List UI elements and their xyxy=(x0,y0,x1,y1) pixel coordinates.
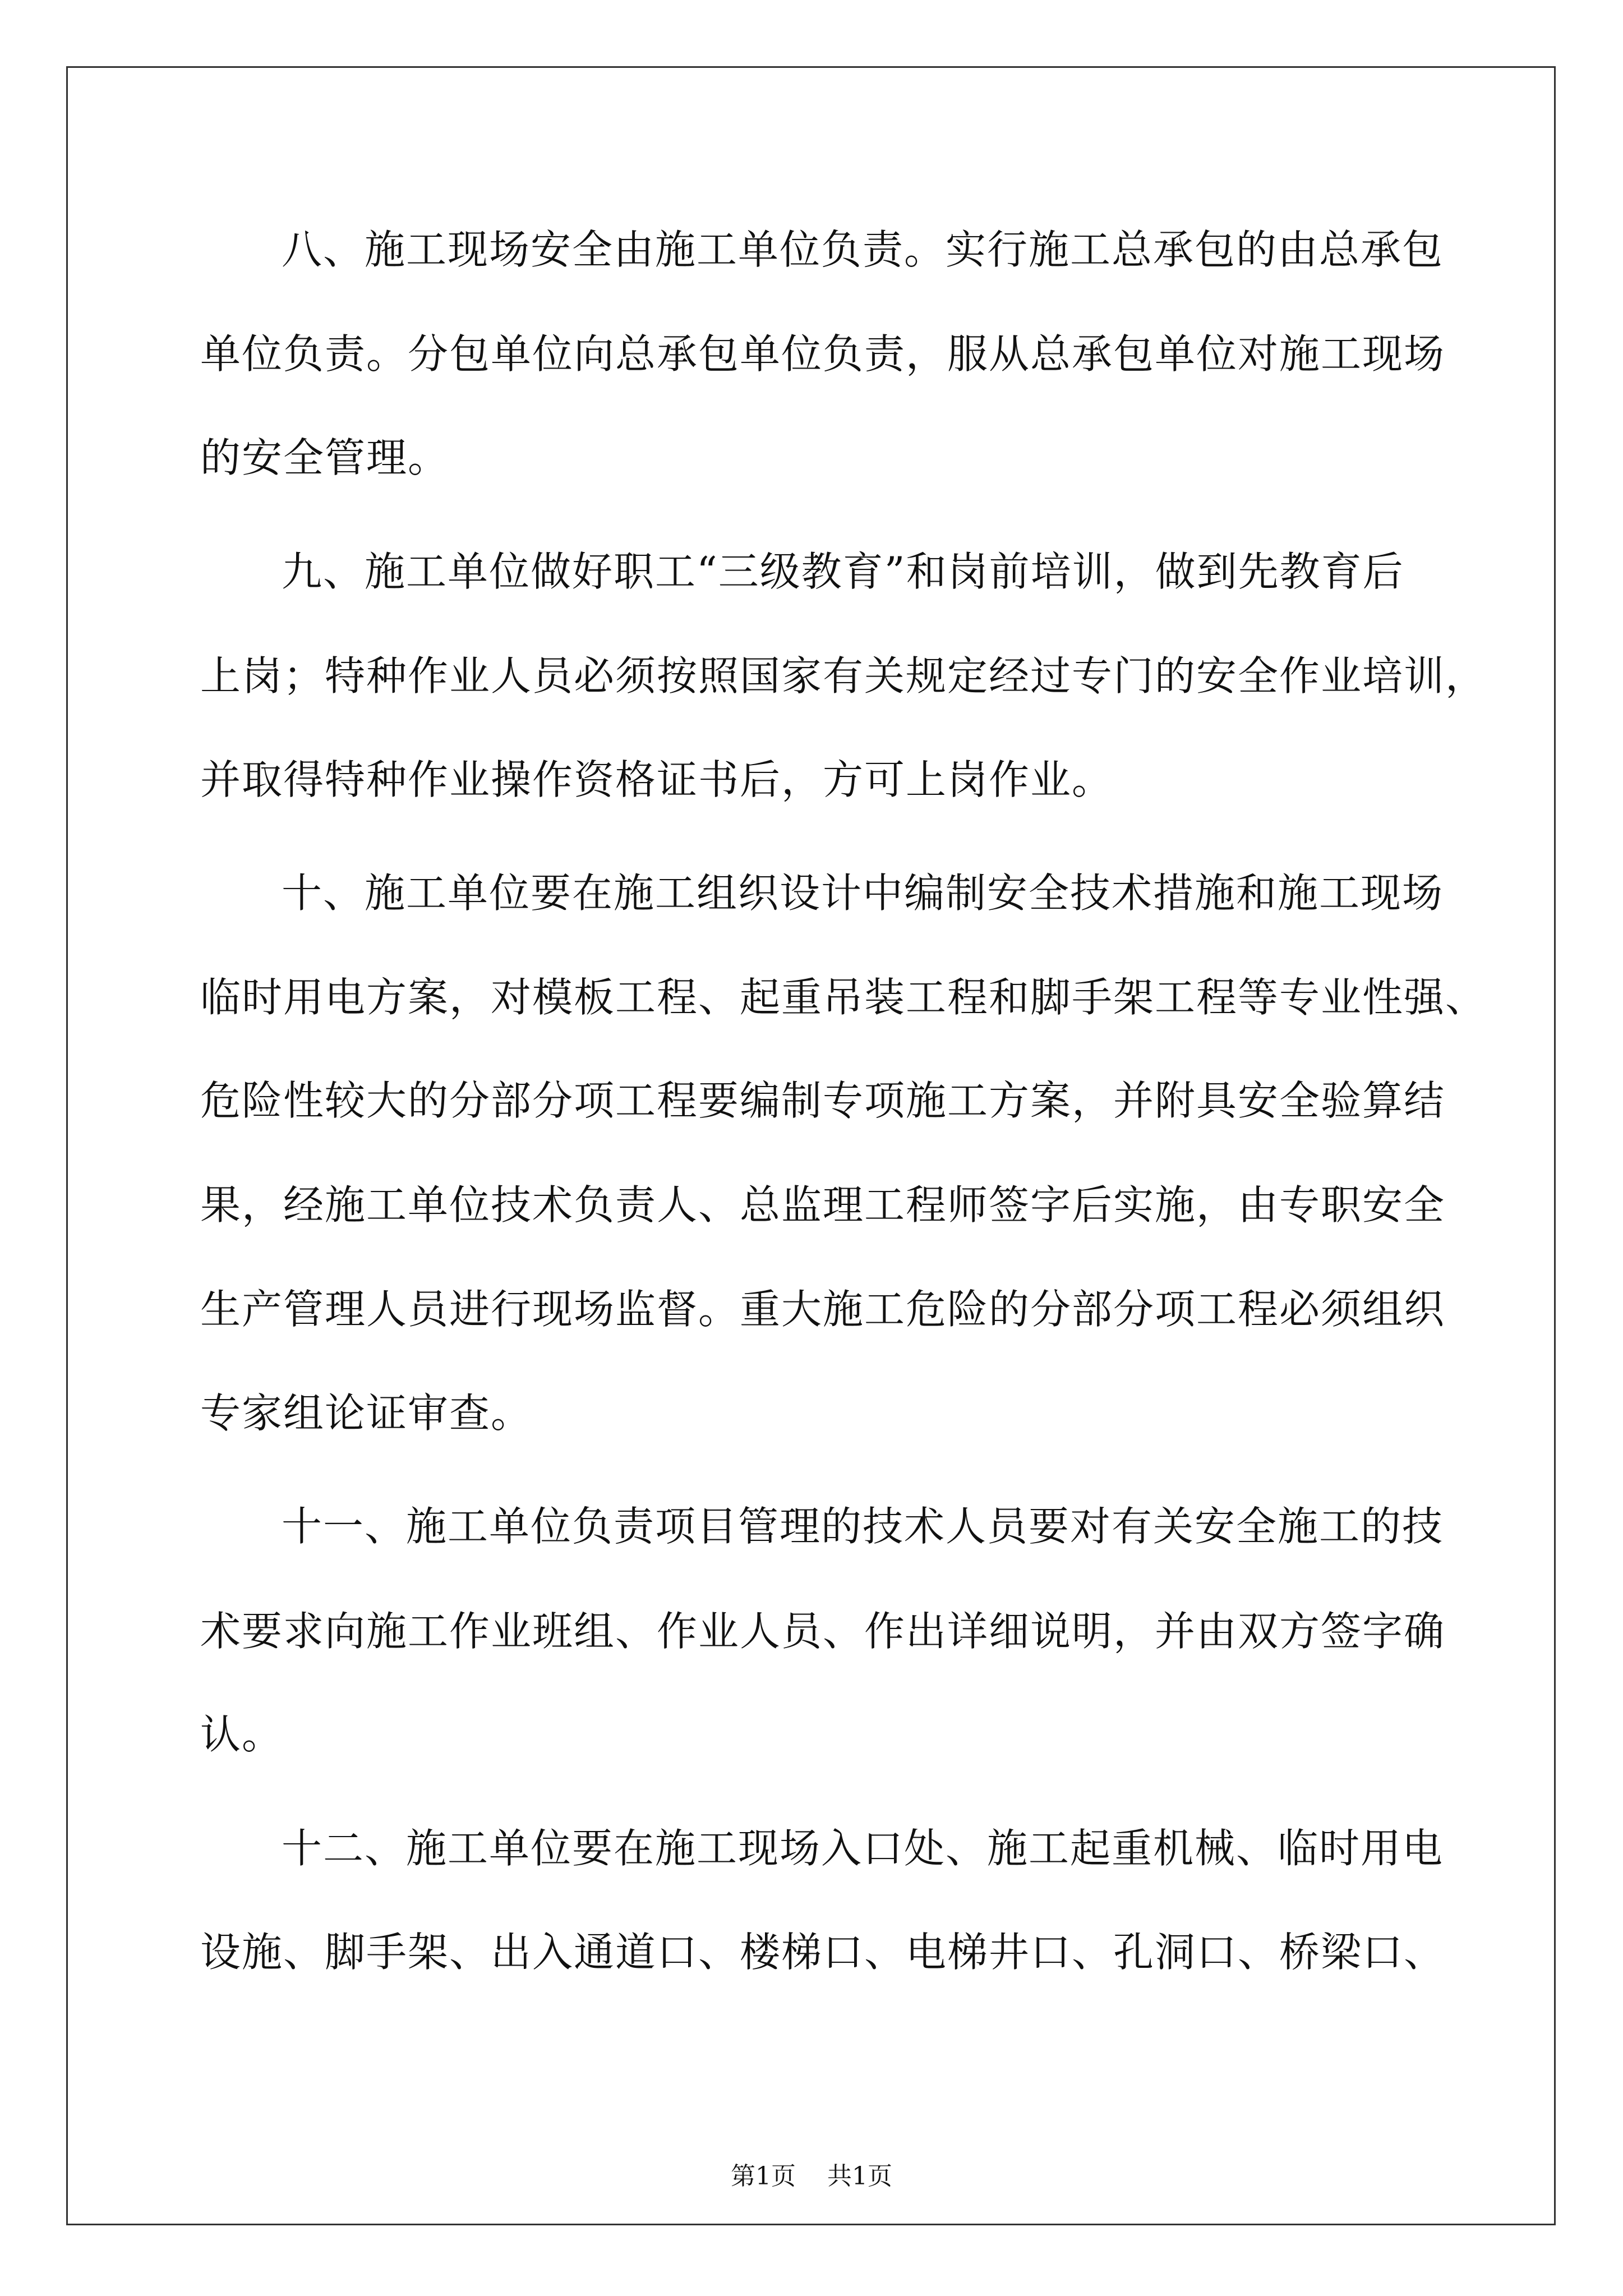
paragraph-11-line-1: 十一、施工单位负责项目管理的技术人员要对有关安全施工的技 xyxy=(282,1503,1444,1550)
paragraph-9-line-3: 并取得特种作业操作资格证书后，方可上岗作业。 xyxy=(200,756,1114,803)
paragraph-12-line-1: 十二、施工单位要在施工现场入口处、施工起重机械、临时用电 xyxy=(282,1825,1444,1872)
paragraph-9-line-1: 九、施工单位做好职工“三级教育”和岗前培训，做到先教育后 xyxy=(282,548,1404,595)
paragraph-10-line-5: 生产管理人员进行现场监督。重大施工危险的分部分项工程必须组织 xyxy=(200,1286,1446,1333)
paragraph-10-line-3: 危险性较大的分部分项工程要编制专项施工方案，并附具安全验算结 xyxy=(200,1077,1446,1124)
paragraph-8-line-3: 的安全管理。 xyxy=(200,434,450,481)
paragraph-10-line-1: 十、施工单位要在施工组织设计中编制安全技术措施和施工现场 xyxy=(282,869,1444,917)
paragraph-11-line-2: 术要求向施工作业班组、作业人员、作出详细说明，并由双方签字确 xyxy=(200,1608,1446,1655)
paragraph-10-line-2: 临时用电方案，对模板工程、起重吊装工程和脚手架工程等专业性强、 xyxy=(200,974,1487,1021)
paragraph-9-line-2: 上岗；特种作业人员必须按照国家有关规定经过专门的安全作业培训， xyxy=(200,652,1487,700)
page-border xyxy=(66,66,1556,2225)
paragraph-8-line-1: 八、施工现场安全由施工单位负责。实行施工总承包的由总承包 xyxy=(282,226,1444,273)
total-pages-label: 共1页 xyxy=(827,2162,892,2191)
paragraph-11-line-3: 认。 xyxy=(200,1711,284,1758)
paragraph-10-line-6: 专家组论证审查。 xyxy=(200,1389,533,1437)
page-footer xyxy=(0,2160,1623,2193)
current-page-label: 第1页 xyxy=(731,2162,796,2191)
paragraph-8-line-2: 单位负责。分包单位向总承包单位负责，服从总承包单位对施工现场 xyxy=(200,330,1446,378)
paragraph-10-line-4: 果，经施工单位技术负责人、总监理工程师签字后实施，由专职安全 xyxy=(200,1181,1446,1228)
paragraph-12-line-2: 设施、脚手架、出入通道口、楼梯口、电梯井口、孔洞口、桥梁口、 xyxy=(200,1929,1446,1976)
